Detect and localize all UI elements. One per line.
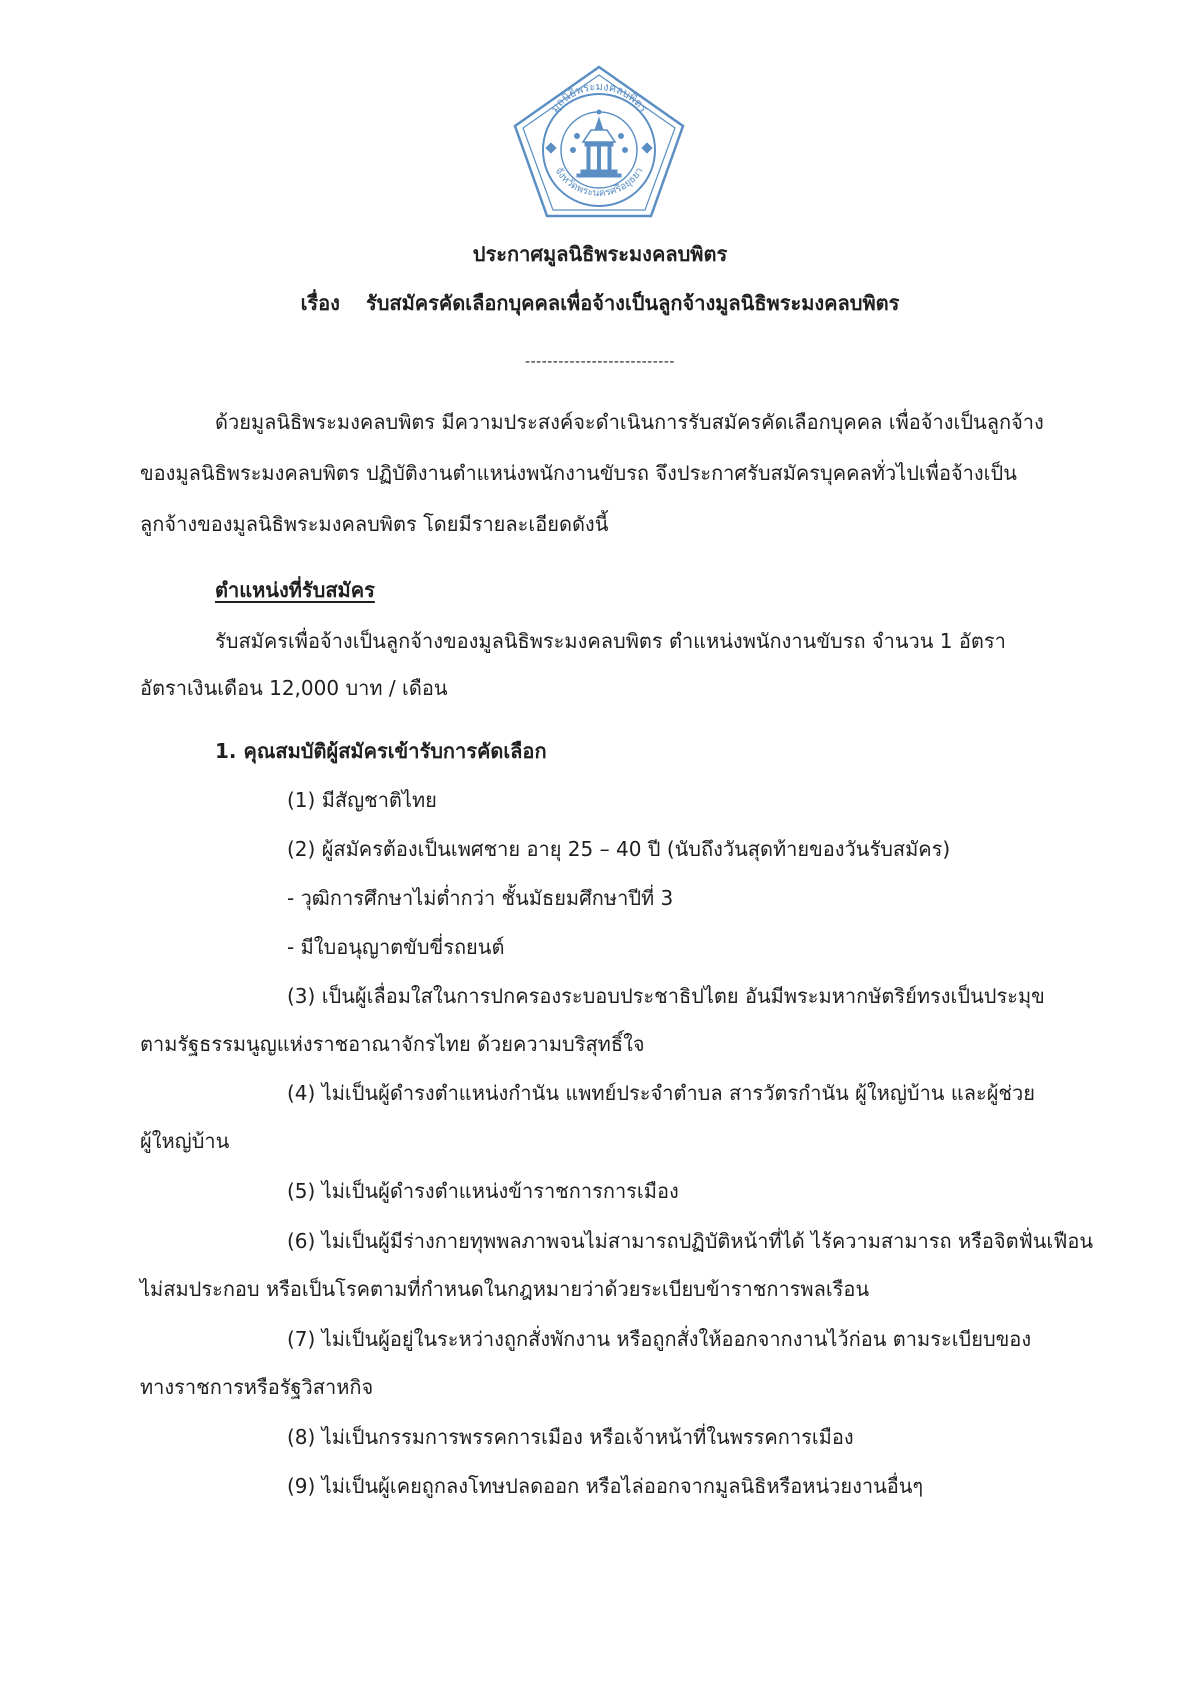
qualification-item: ตามรัฐธรรมนูญแห่งราชอาณาจักรไทย ด้วยความบริสุทธิ์ใจ — [140, 1032, 645, 1056]
qualification-item: - วุฒิการศึกษาไม่ต่ำกว่า ชั้นมัธยมศึกษาปีที่ 3 — [287, 886, 674, 910]
seal-top-text: มูลนิธิพระมงคลบพิตร — [547, 79, 651, 115]
title-separator: --------------------------- — [525, 354, 675, 370]
position-heading: ตำแหน่งที่รับสมัคร — [215, 578, 375, 602]
qualification-item: (9) ไม่เป็นผู้เคยถูกลงโทษปลดออก หรือไล่ออกจากมูลนิธิหรือหน่วยงานอื่นๆ — [287, 1474, 924, 1498]
qualification-item: (8) ไม่เป็นกรรมการพรรคการเมือง หรือเจ้าหน้าที่ในพรรคการเมือง — [287, 1425, 854, 1449]
qualifications-heading: 1. คุณสมบัติผู้สมัครเข้ารับการคัดเลือก — [215, 739, 547, 763]
subject-label: เรื่อง — [300, 291, 340, 315]
qualification-item: ทางราชการหรือรัฐวิสาหกิจ — [140, 1375, 374, 1399]
announcement-title: ประกาศมูลนิธิพระมงคลบพิตร — [472, 242, 728, 266]
pavilion-emblem — [571, 110, 628, 177]
qualification-item: (4) ไม่เป็นผู้ดำรงตำแหน่งกำนัน แพทย์ประจำตำบล สารวัตรกำนัน ผู้ใหญ่บ้าน และผู้ช่วย — [287, 1081, 1035, 1105]
intro-line: ด้วยมูลนิธิพระมงคลบพิตร มีความประสงค์จะดำเนินการรับสมัครคัดเลือกบุคคล เพื่อจ้างเป็นลูกจ้าง — [215, 410, 1044, 434]
foundation-seal — [511, 64, 687, 220]
qualification-item: (2) ผู้สมัครต้องเป็นเพศชาย อายุ 25 – 40 ปี (นับถึงวันสุดท้ายของวันรับสมัคร) — [287, 837, 951, 861]
qualification-item: - มีใบอนุญาตขับขี่รถยนต์ — [287, 935, 505, 959]
seal-bottom-text: จังหวัดพระนครศรีอยุธยา — [552, 165, 646, 200]
position-line: รับสมัครเพื่อจ้างเป็นลูกจ้างของมูลนิธิพระมงคลบพิตร ตำแหน่งพนักงานขับรถ จำนวน 1 อัตรา — [215, 629, 1006, 653]
announcement-subject — [0, 288, 1200, 318]
position-line: อัตราเงินเดือน 12,000 บาท / เดือน — [140, 676, 448, 700]
qualification-item: (1) มีสัญชาติไทย — [287, 788, 437, 812]
qualification-item: (3) เป็นผู้เลื่อมใสในการปกครองระบอบประชาธิปไตย อันมีพระมหากษัตริย์ทรงเป็นประมุข — [287, 984, 1045, 1008]
qualification-item: ผู้ใหญ่บ้าน — [140, 1129, 230, 1153]
qualification-item: (6) ไม่เป็นผู้มีร่างกายทุพพลภาพจนไม่สามารถปฏิบัติหน้าที่ได้ ไร้ความสามารถ หรือจิตฟั่นเฟือน — [287, 1229, 1094, 1253]
qualification-item: ไม่สมประกอบ หรือเป็นโรคตามที่กำหนดในกฎหมายว่าด้วยระเบียบข้าราชการพลเรือน — [140, 1277, 870, 1301]
subject-text: รับสมัครคัดเลือกบุคคลเพื่อจ้างเป็นลูกจ้างมูลนิธิพระมงคลบพิตร — [365, 291, 900, 315]
qualification-item: (7) ไม่เป็นผู้อยู่ในระหว่างถูกสั่งพักงาน หรือถูกสั่งให้ออกจากงานไว้ก่อน ตามระเบียบของ — [287, 1327, 1032, 1351]
intro-line: ของมูลนิธิพระมงคลบพิตร ปฏิบัติงานตำแหน่งพนักงานขับรถ จึงประกาศรับสมัครบุคคลทั่วไปเพื่อจ้างเป็น — [140, 461, 1017, 485]
intro-line: ลูกจ้างของมูลนิธิพระมงคลบพิตร โดยมีรายละเอียดดังนี้ — [140, 512, 609, 536]
qualification-item: (5) ไม่เป็นผู้ดำรงตำแหน่งข้าราชการการเมือง — [287, 1179, 679, 1203]
